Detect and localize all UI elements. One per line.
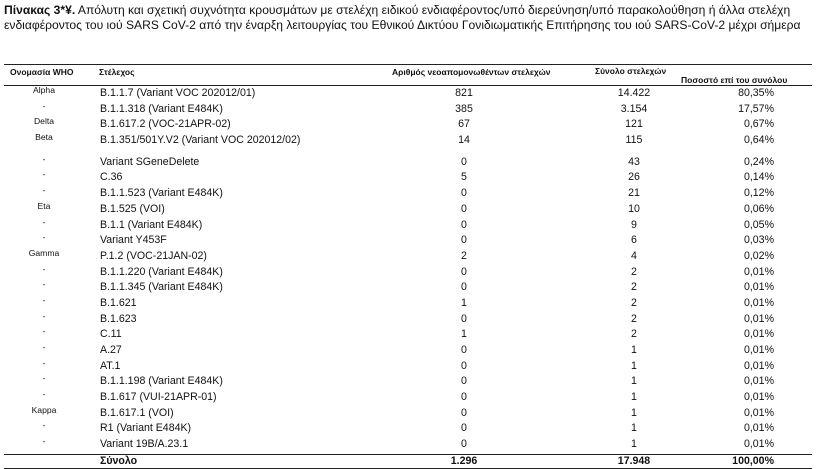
row-total: 1 [631,406,637,419]
row-who-label: - [42,185,46,196]
row-who-label: - [42,294,46,305]
row-new-isolates: 0 [461,155,467,168]
row-total: 1 [631,359,637,372]
row-strain: B.1.1.318 (Variant E484K) [100,102,223,115]
row-who-label: - [42,357,46,368]
row-percent: 0,01% [743,265,774,278]
row-who-label: Eta [37,200,51,211]
row-who-label: Alpha [33,85,55,95]
row-who-label: Delta [33,116,55,127]
row-new-isolates: 0 [461,234,467,247]
table-row [4,102,812,118]
row-total: 43 [628,155,640,168]
row-percent: 0,05% [743,218,774,231]
row-who-label: - [42,420,46,431]
row-strain: B.1.1.345 (Variant E484K) [100,281,223,294]
row-percent: 0,01% [743,328,774,341]
row-percent: 0,03% [743,234,774,247]
totals-percent: 100,00% [732,454,774,467]
row-strain: B.1.617.2 (VOC-21APR-02) [100,118,231,131]
caption-text: Απόλυτη και σχετική συχνότητα κρουσμάτων με στελέχη ειδικού ενδιαφέροντος/υπό διερεύνηση/υπό παρακολούθηση ή άλλα στελέχη ενδιαφέροντος του ιού SARS CoV-2 από την έναρξη λειτουργίας του Εθνικού Δικτύου Γονιδιωματικής Επιτήρησης του ιού SARS-CoV-2 μέχρι σήμερα [4,3,801,33]
row-who-label: - [42,436,46,447]
row-strain: B.1.1.7 (Variant VOC 202012/01) [100,87,256,99]
header-total: Σύνολο στελεχών [595,66,667,76]
table-row [4,359,812,375]
row-new-isolates: 385 [455,102,473,115]
row-new-isolates: 0 [461,265,467,278]
row-strain: Variant Y453F [100,234,167,247]
row-new-isolates: 14 [458,134,470,147]
row-percent: 0,01% [743,312,774,325]
row-total: 2 [631,265,637,278]
table-row [4,312,812,328]
table-row [4,437,812,453]
row-total: 2 [631,296,637,309]
totals-row [4,454,812,469]
table-row [4,202,812,218]
table-header [4,64,812,86]
table-row [4,280,812,296]
row-who-label: - [42,153,46,164]
row-strain: C.11 [100,328,122,341]
row-percent: 0,12% [743,187,774,200]
row-new-isolates: 0 [461,422,467,435]
row-total: 2 [631,281,637,294]
row-strain: C.36 [100,171,123,184]
table-row [4,327,812,343]
row-percent: 0,01% [743,296,774,309]
row-total: 9 [631,218,637,231]
variants-table [4,64,812,469]
totals-total: 17.948 [617,454,651,467]
caption-label: Πίνακας 3*¥. [4,3,76,17]
row-who-label: - [42,389,46,400]
row-who-label: - [42,279,46,290]
row-strain: P.1.2 (VOC-21JAN-02) [100,249,207,262]
row-new-isolates: 0 [461,218,467,231]
row-percent: 0,01% [743,359,774,372]
row-new-isolates: 821 [455,87,473,99]
row-total: 121 [625,118,643,131]
totals-new: 1.296 [450,454,478,467]
table-row [4,218,812,234]
table-row [4,133,812,149]
row-strain: A.27 [100,344,122,356]
row-who-label: - [42,310,46,321]
totals-label: Σύνολο [100,454,138,467]
row-new-isolates: 0 [461,344,467,356]
row-percent: 0,06% [743,202,774,215]
row-percent: 0,01% [743,438,774,451]
row-percent: 0,01% [743,406,774,419]
table-body [4,86,812,453]
table-row [4,233,812,249]
row-new-isolates: 1 [461,328,467,341]
row-who-label: Kappa [31,404,57,415]
row-new-isolates: 0 [461,312,467,325]
row-strain: B.1.621 [100,296,137,309]
row-total: 1 [631,375,637,388]
header-new-isolates: Αριθμός νεοαπομονωθέντων στελεχών [392,67,551,77]
row-total: 10 [628,202,640,215]
row-total: 3.154 [620,102,648,115]
row-total: 26 [628,171,640,184]
row-who-label: - [42,216,46,227]
row-percent: 80,35% [738,87,774,99]
row-total: 14.422 [617,87,651,99]
row-total: 1 [631,438,637,451]
row-total: 4 [631,249,637,262]
row-percent: 0,64% [743,134,774,147]
row-total: 1 [631,344,637,356]
row-percent: 0,24% [743,155,774,168]
row-who-label: - [42,232,46,243]
header-strain: Στέλεχος [99,67,135,77]
table-row [4,86,812,102]
row-new-isolates: 0 [461,202,467,215]
row-total: 115 [625,134,643,147]
row-new-isolates: 0 [461,187,467,200]
table-row [4,249,812,265]
header-percent: Ποσοστό επί του συνόλου [681,75,788,85]
row-total: 6 [631,234,637,247]
row-strain: B.1.1.220 (Variant E484K) [100,265,223,278]
row-total: 2 [631,328,637,341]
table-row [4,406,812,422]
row-who-label: - [42,169,46,180]
row-who-label: - [42,326,46,337]
row-new-isolates: 0 [461,406,467,419]
row-total: 1 [631,422,637,435]
row-strain: R1 (Variant E484K) [100,422,192,435]
row-strain: B.1.617 (VUI-21APR-01) [100,391,217,404]
row-percent: 17,57% [738,102,774,115]
row-percent: 0,01% [743,391,774,404]
row-strain: B.1.617.1 (VOI) [100,406,174,419]
table-row [4,265,812,281]
row-total: 1 [631,391,637,404]
row-percent: 0,01% [743,344,774,356]
row-who-label: - [42,342,46,352]
row-new-isolates: 0 [461,391,467,404]
row-new-isolates: 0 [461,359,467,372]
table-row [4,421,812,437]
table-row [4,390,812,406]
row-strain: B.1.1 (Variant E484K) [100,218,203,231]
row-who-label: Beta [35,132,53,143]
table-row [4,296,812,312]
table-row [4,170,812,186]
row-percent: 0,01% [743,281,774,294]
row-strain: Variant 19B/A.23.1 [100,438,189,451]
table-row [4,374,812,390]
row-new-isolates: 0 [461,281,467,294]
row-new-isolates: 1 [461,296,467,309]
row-total: 2 [631,312,637,325]
table-caption [4,3,812,33]
row-percent: 0,01% [743,375,774,388]
table-row [4,155,812,171]
row-percent: 0,67% [743,118,774,131]
row-who-label: Gamma [28,247,60,258]
row-who-label: - [42,263,46,274]
row-percent: 0,14% [743,171,774,184]
row-strain: B.1.525 (VOI) [100,202,165,215]
row-strain: AT.1 [100,359,121,372]
row-percent: 0,01% [743,422,774,435]
header-who: Ονομασία WHO [10,67,74,77]
row-strain: B.1.1.198 (Variant E484K) [100,375,223,388]
row-who-label: - [42,100,46,111]
row-new-isolates: 0 [461,375,467,388]
row-percent: 0,02% [743,249,774,262]
row-new-isolates: 5 [461,171,467,184]
row-new-isolates: 0 [461,438,467,451]
row-strain: B.1.623 [100,312,137,325]
table-row [4,186,812,202]
row-strain: Variant SGeneDelete [100,155,200,168]
table-row [4,343,812,359]
row-new-isolates: 67 [458,118,470,131]
row-who-label: - [42,373,46,384]
row-strain: B.1.1.523 (Variant E484K) [100,187,223,200]
row-total: 21 [628,187,640,200]
table-row [4,117,812,133]
row-strain: B.1.351/501Y.V2 (Variant VOC 202012/02) [100,134,301,147]
row-new-isolates: 2 [461,249,467,262]
